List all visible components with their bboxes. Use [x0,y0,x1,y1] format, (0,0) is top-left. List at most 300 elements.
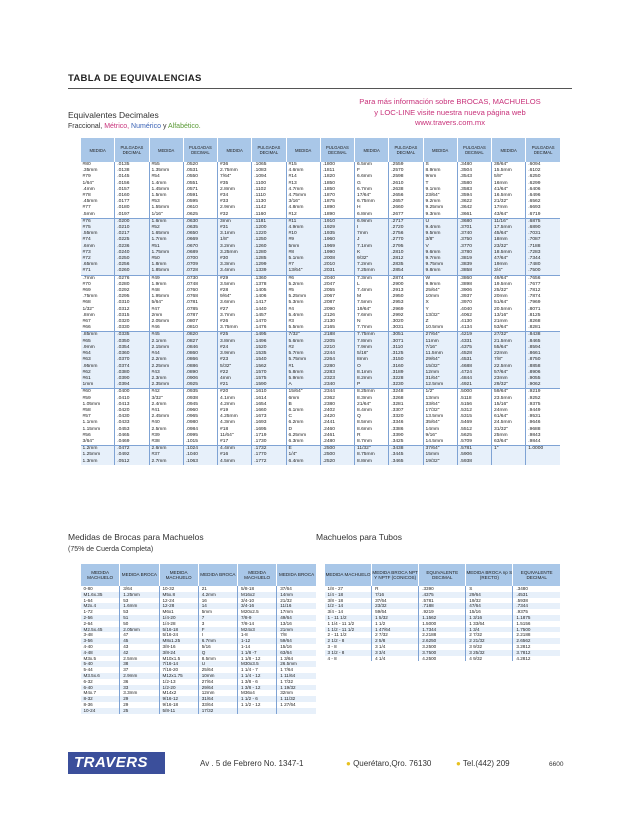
table-cell: 25 [120,708,159,714]
table-cell: #47 [149,307,183,313]
table-cell: 1 1/4 - 12 [238,673,277,679]
table-cell: .6890 [526,225,560,231]
column-header: PULGADAS DECIMAL [252,138,286,162]
table-cell: 3-48 [83,632,93,638]
table-cell: 1/4-28 [159,621,198,627]
table-cell: .0925 [183,382,217,389]
table-cell: .5469 [457,420,491,426]
table-cell: M3x.5 [83,655,97,661]
table-cell: .5906 [457,452,491,458]
table-cell: .4531 [457,357,491,363]
table-cell: .0860 [183,351,217,357]
table-cell: 42 [120,650,159,656]
table-cell: .4331 [457,339,491,345]
table-cell: .0156 [115,181,149,187]
table-cell: 3.2812 [513,644,560,650]
title-rule [68,88,572,89]
table-cell: 19/64" [355,307,389,313]
table-cell: #65 [81,339,115,345]
table-cell: #20 [218,389,252,396]
table-cell: 12-24 [159,598,198,604]
table-cell: 14mm [423,427,457,433]
table-cell: .9688 [526,427,560,433]
column-header: EQUIVALENTE DECIMAL [419,564,466,586]
table-cell: .7188 [526,244,560,250]
table-cell: #37 [149,452,183,458]
table-cell: 1mm [81,382,115,389]
table-cell: 4 9/32 [466,656,513,662]
table-cell: 27/64" [423,332,457,339]
table-cell: N [355,319,389,325]
table-cell: 2.9mm [218,205,252,211]
table-cell: .0210 [115,225,149,231]
table-cell: .2188 [320,332,354,339]
table-cell: .1890 [320,212,354,219]
table-cell: 7.5mm [355,300,389,306]
table-cell: .0138 [115,168,149,174]
table-cell: 3.5mm [218,282,252,288]
table-cell: 3/32" [149,396,183,402]
table-cell: .1811 [320,168,354,174]
table-cell: .35mm [82,168,98,174]
table-cell: .2362 [320,396,354,402]
table-cell: .1695 [252,427,286,433]
table-cell: .3504 [457,168,491,174]
table-cell: 21/64" [355,402,389,408]
table-cell: #10 [286,231,320,237]
table-cell: 1" [492,446,526,453]
table-cell: 15mm [423,452,457,458]
table-cell: 3/4 - 14 [327,609,344,615]
table-cell: M6x1 [159,609,198,615]
column-header: PULGADAS DECIMAL [320,138,354,162]
table-cell: 21mm [277,627,316,633]
table-cell: 7.1mm [355,244,389,250]
table-cell: 0-80 [83,586,93,591]
table-cell: .1250 [252,237,286,243]
table-cell: F [355,168,389,174]
table-cell: 21mm [492,319,526,325]
table-cell: 17/64" [355,193,389,199]
table-cell: 38 [120,661,159,667]
column-header: MEDIDA BROCA [120,564,159,586]
table-cell: .2090 [320,307,354,313]
table-cell: .1562 [252,364,286,370]
table-cell: 1.6mm [149,218,183,225]
table-cell: .3281 [389,402,423,408]
table-cell: 1/2 - 14 [325,603,372,609]
table-cell: 4.7mm [286,187,320,193]
table-cell: .0551 [183,181,217,187]
table-cell: .1100 [252,181,286,187]
table-cell: .4724 [457,370,491,376]
table-cell: .0980 [183,420,217,426]
table-cell: .0240 [115,250,149,256]
table-cell: 9.9mm [423,282,457,288]
table-cell: .3160 [389,364,423,370]
table-cell: .5938 [457,459,491,465]
table-cell: 5/16-24 [159,632,198,638]
table-cell: .3622 [457,199,491,205]
table-cell: 1/2" [423,389,457,396]
table-cell: 1 1/2 - 11 1/2 [325,627,372,633]
table-cell: .2008 [320,256,354,262]
table-row [325,656,561,662]
table-cell: 2.6562 [513,638,560,644]
table-cell: .75mm [82,294,98,300]
table-cell: 1/2-20 [159,685,198,691]
footer-phone [456,759,510,768]
table-cell: #56 [82,432,91,438]
table-cell: 23.5mm [492,396,526,402]
table-cell: M5x.8 [159,592,198,598]
table-cell: 39/64" [492,162,526,168]
table-cell: .7677 [526,282,560,288]
table-cell: .1660 [252,408,286,414]
table-cell: .1024 [183,446,217,453]
table-cell: .0145 [115,174,149,180]
table-cell: 11mm [423,339,457,345]
table-cell: 8-36 [83,701,93,707]
column-header: EQUIVALENTE DECIMAL [513,564,560,586]
table-cell: .3583 [457,187,491,193]
column-header: MEDIDA BROCA np S (RECTO) [466,564,513,586]
table-cell: F [198,627,237,633]
table-cell: #78 [82,193,91,199]
table-cell: .9646 [526,420,560,426]
table-cell: .1378 [252,282,286,288]
table-cell: 2.7mm [149,459,183,465]
table-cell: #71 [81,268,115,275]
table-cell: 4.8mm [286,205,320,211]
table-cell: 3/4-10 [238,598,277,604]
table-cell: 2.5mm [120,656,159,662]
table-cell: .2344 [320,389,354,396]
table-cell: 32mm [277,690,316,696]
table-cell: 1/64" [82,180,94,186]
table-cell: 1 3/4 [466,627,513,633]
table-cell: 3.9mm [218,351,252,357]
table-cell: .2055 [320,288,354,294]
table-cell: 33 [120,685,159,691]
table-cell: 1 1/2 [372,621,419,627]
table-cell: .1470 [252,319,286,325]
table-cell: 2.4mm [149,402,183,408]
table-cell: 6.75mm [355,199,389,205]
table-cell: M8x1.25 [159,638,198,644]
table-cell: .4531 [513,592,560,598]
table-cell: #51 [149,244,183,250]
table-cell: 9.7mm [423,256,457,262]
legend-fraccional: Fraccional, [68,123,103,130]
table-cell: .3858 [457,268,491,275]
table-cell: M2.5x.45 [81,627,120,633]
table-cell: 61/64" [492,414,526,420]
table-cell: .0292 [115,288,149,294]
table-cell: 1.4mm [149,181,183,187]
table-cell: 15/32" [423,364,457,370]
table-cell: I [355,225,389,231]
table-cell: #61 [81,376,115,382]
table-cell: #38 [149,439,183,446]
table-cell: 2.05mm [120,627,159,633]
table-cell: M36x4 [238,690,277,696]
legend-line [68,123,201,130]
table-cell: .9219 [419,609,466,615]
table-cell: .3937 [457,294,491,300]
table-cell: .1673 [252,414,286,420]
table-cell: .1590 [252,382,286,389]
table-cell: .2010 [320,262,354,268]
table-cell: .1476 [252,325,286,332]
table-cell: 12mm [423,370,457,376]
table-cell: .2441 [320,420,354,426]
table-cell: 15/64" [286,389,320,396]
table-cell: .1969 [320,244,354,250]
column-header: MEDIDA MACHUELO [325,564,372,586]
table-cell: .0472 [115,446,149,453]
table-cell: 11/64" [218,433,252,439]
table-cell: 3.3mm [218,262,252,268]
table-cell: 6.4mm [286,459,320,465]
table-cell: #4 [286,307,320,313]
table-row [81,268,561,275]
table-cell: .0135 [115,162,149,168]
table-cell: 53/64" [492,325,526,332]
table-cell: 5mm [286,244,320,250]
table-cell: .1102 [252,187,286,193]
table-cell: 41/64" [492,187,526,193]
table-cell: 12.5mm [423,382,457,389]
table-cell: 5/8" [492,174,526,180]
footer-city-text: Querétaro,Qro. 76130 [353,759,432,768]
table-cell: 5.1mm [286,256,320,262]
info-url[interactable]: www.travers.com.mx [414,118,486,127]
table-cell: .2638 [389,187,423,193]
table-cell: #22 [218,370,252,376]
table-cell: .4844 [457,376,491,382]
table-cell: .9449 [526,408,560,414]
table-cell: 7.6mm [355,313,389,319]
table-cell: 1.5000 [419,621,466,627]
table-cell: #28 [218,288,252,294]
table-cell: 1.1875 [513,615,560,621]
table-cell: 6.2mm [286,420,320,426]
table-cell: 24.5mm [492,420,526,426]
table-cell: .3020 [389,319,423,325]
table-cell: .1299 [252,262,286,268]
table-cell: 7.8mm [355,339,389,345]
column-header: MEDIDA [423,138,457,162]
table-cell: .1654 [252,402,286,408]
table-cell: P [355,382,389,389]
table-cell: #35 [218,181,252,187]
table-cell: .3320 [389,414,423,420]
table-cell: 1 1/4 - 11 1/2 [327,620,355,626]
table-cell: .2420 [320,414,354,420]
table-cell: .1875 [320,199,354,205]
table-cell: .2500 [320,452,354,458]
table-cell: 1 3/8 - 12 [238,685,277,691]
table-cell: #29 [218,275,252,282]
table-cell: .1040 [183,452,217,458]
table-cell: 1.95mm [149,294,183,300]
table-cell: .2812 [389,256,423,262]
table-cell: 1.55mm [149,205,183,211]
table-cell: .0413 [115,402,149,408]
table-cell: 15/16" [492,402,526,408]
table-cell: .1083 [252,168,286,174]
table-cell: 3/4" [492,268,526,275]
table-cell [526,459,560,465]
table-cell: 2.2188 [513,632,560,638]
table-cell: .0610 [183,205,217,211]
table-cell: .7969 [526,300,560,306]
table-cell: 8.3mm [355,396,389,402]
table-cell: 19/32 [466,598,513,604]
table-cell: M16x2 [238,592,277,598]
table-cell: 18mm [492,237,526,243]
table-cell: 29/64 [466,592,513,598]
table-cell: G [355,181,389,187]
table-cell: .2087 [320,300,354,306]
table-cell: .3150 [389,357,423,363]
table-cell: 21/32" [492,199,526,205]
table-cell: #53 [149,199,183,205]
table-cell: 9.8mm [423,268,457,275]
table-cell: .1535 [252,351,286,357]
table-cell: 1 1/8 - 12 [238,656,277,662]
table-cell: .1800 [320,162,354,168]
section-title-tubos: Machuelos para Tubos [316,532,402,542]
table-cell: .5156 [457,402,491,408]
table-cell: .1496 [252,339,286,345]
table-cell: 17/32 [198,708,237,714]
table-cell: 4.75mm [286,193,320,199]
table-cell: 2.9mm [120,673,159,679]
table-cell: .0550 [183,174,217,180]
table-cell: 21/32 [277,598,316,604]
table-cell: .5512 [457,427,491,433]
table-row [81,459,561,465]
table-cell: #79 [82,174,91,180]
table-cell: 50 [120,621,159,627]
table-cell: 29 [120,702,159,708]
table-cell: #1 [286,364,320,370]
table-cell: 12-28 [159,603,198,609]
table-cell: 37 [120,667,159,673]
table-cell: 1.3mm [81,459,115,465]
table-cell: 19.5mm [492,282,526,288]
table-cell: #43 [149,370,183,376]
table-cell: .2677 [389,212,423,219]
table-cell: .0236 [115,244,149,250]
table-cell: 7/16" [423,345,457,351]
table-cell: 9/16-12 [159,696,198,702]
table-cell: 5/16 [198,644,237,650]
table-cell: .1094 [252,174,286,180]
table-cell: #24 [218,345,252,351]
table-cell: #58 [82,407,91,413]
table-cell: #70 [82,281,91,287]
table-cell: 5.7mm [286,351,320,357]
table-cell: 1/8" [218,237,252,243]
table-cell: .4688 [457,364,491,370]
table-cell: 13.5mm [423,414,457,420]
table-cell [492,459,526,465]
table-cell: 13/64" [286,268,320,275]
table-cell: 8.6mm [355,427,389,433]
table-cell: 47/64" [492,256,526,262]
table-cell: 14mm [277,592,316,598]
table-cell: 4.1mm [218,396,252,402]
table-cell: .0310 [115,300,149,306]
table-cell: .0465 [115,433,149,439]
info-line-1: Para más información sobre BROCAS, MACHUELOS [359,97,541,106]
table-cell: .2610 [389,181,423,187]
table-cell: 7/8-9 [238,615,277,621]
table-cell: .2165 [320,325,354,332]
table-cell: .2500 [320,446,354,453]
table-cell: 3.1mm [218,231,252,237]
table-cell: .9375 [526,402,560,408]
table-cell: .1575 [252,376,286,382]
table-cell: .3110 [389,345,423,351]
table-cell: 36 [120,679,159,685]
table-cell: .0453 [115,427,149,433]
table-cell: .5000 [457,389,491,396]
table-cell: #64 [81,351,115,357]
table-cell: 51/64" [492,300,526,306]
table-cell: .0394 [115,382,149,389]
table-cell: 1 1/8 -7 [238,650,277,656]
table-cell: .0295 [115,294,149,300]
table-cell: .3390 [419,586,466,592]
table-cell: #26 [218,319,252,325]
table-cell: 2 21/32 [466,638,513,644]
table-cell: 13/16" [492,313,526,319]
table-cell: .8268 [526,319,560,325]
pipe-tap-table [324,564,560,661]
table-cell: M [355,294,389,300]
table-cell: .0781 [183,300,217,306]
table-cell: 9.75mm [423,262,457,268]
table-cell: 4.2mm [198,592,237,598]
table-cell: 13/16 [277,621,316,627]
table-cell: 45/64" [492,231,526,237]
table-cell: #63 [81,357,115,363]
table-cell: M3.5x.6 [81,673,120,679]
table-cell: 6.6mm [355,174,389,180]
table-cell: 5.25mm [286,294,320,300]
table-cell: .1360 [252,275,286,282]
table-cell: .1260 [252,244,286,250]
table-cell: 4 - 8 [327,655,337,661]
table-cell: 10-32 [159,586,198,592]
info-box [320,97,580,129]
table-cell: .2380 [320,402,354,408]
table-cell: .3819 [457,256,491,262]
table-cell: #45 [149,332,183,339]
table-cell: .5625 [457,433,491,439]
table-cell: 25mm [492,433,526,439]
table-cell: 9.5mm [423,231,457,237]
column-header: MEDIDA [492,138,526,162]
table-cell: 3 3/4 [372,650,419,656]
table-cell: .1160 [252,212,286,219]
table-cell: 11/32" [355,446,389,453]
table-cell: .1280 [252,250,286,256]
